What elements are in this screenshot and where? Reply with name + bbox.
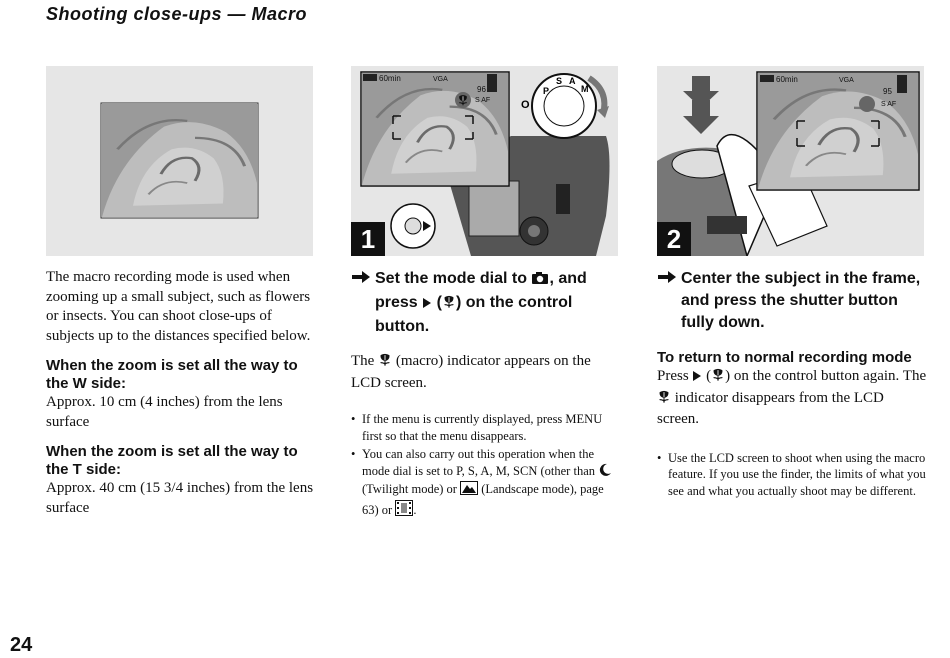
landscape-icon bbox=[460, 481, 478, 500]
list-item: • You can also carry out this operation when the mode dial is set to P, S, A, M, SCN (other than (Twilight mode) or (Landscape mode), page 63) or . bbox=[351, 446, 623, 520]
step1-instruction: Set the mode dial to , and press ( ) on the control button. bbox=[351, 268, 623, 338]
right-arrow-icon bbox=[657, 268, 677, 290]
right-triangle-icon bbox=[692, 369, 702, 389]
movie-icon bbox=[395, 500, 413, 521]
return-text: Press ( ) on the control button again. The indicator disappears from the LCD screen. bbox=[657, 368, 927, 427]
step1-column bbox=[351, 268, 623, 522]
svg-text:S AF: S AF bbox=[881, 101, 897, 108]
step2-illustration bbox=[657, 66, 924, 256]
macro-flower-icon bbox=[378, 352, 392, 374]
rose-photo bbox=[46, 66, 313, 256]
svg-text:95: 95 bbox=[883, 87, 892, 96]
svg-text:VGA: VGA bbox=[433, 76, 448, 83]
step2-bullets bbox=[657, 450, 927, 500]
list-item: • Use the LCD screen to shoot when using the macro feature. If you use the finder, the limits of what you see and what you actually shoot may be different. bbox=[657, 450, 927, 500]
left-column bbox=[46, 268, 318, 518]
svg-text:VGA: VGA bbox=[839, 77, 854, 84]
step2-instruction: Center the subject in the frame, and press the shutter button fully down. bbox=[657, 268, 927, 334]
svg-text:S AF: S AF bbox=[475, 97, 491, 104]
w-side-text: Approx. 10 cm (4 inches) from the lens surface bbox=[46, 394, 283, 430]
step2-column bbox=[657, 268, 927, 501]
right-triangle-icon bbox=[422, 294, 432, 316]
camera-mode-icon bbox=[531, 270, 549, 292]
return-heading: To return to normal recording mode bbox=[657, 349, 912, 366]
macro-flower-icon bbox=[442, 294, 456, 316]
section-title: Shooting close-ups — Macro bbox=[46, 4, 308, 24]
step1-badge: 1 bbox=[351, 222, 385, 256]
t-side-heading: When the zoom is set all the way to the T side: bbox=[46, 443, 298, 478]
svg-text:P: P bbox=[543, 86, 550, 96]
rose-illustration-panel bbox=[46, 66, 313, 256]
macro-flower-icon bbox=[657, 389, 671, 411]
svg-text:M: M bbox=[581, 84, 589, 94]
svg-text:96: 96 bbox=[477, 85, 486, 94]
list-item: • If the menu is currently displayed, press MENU first so that the menu disappears. bbox=[351, 411, 623, 444]
svg-text:A: A bbox=[569, 76, 576, 86]
step2-badge: 2 bbox=[657, 222, 691, 256]
svg-text:60min: 60min bbox=[776, 75, 798, 84]
intro-paragraph: The macro recording mode is used when zooming up a small subject, such as flowers or insects. You can shoot close-ups of subjects up to the distances specified below. bbox=[46, 269, 311, 344]
right-arrow-icon bbox=[351, 268, 371, 290]
svg-text:S: S bbox=[556, 76, 563, 86]
svg-text:60min: 60min bbox=[379, 74, 401, 83]
macro-flower-icon bbox=[711, 367, 725, 389]
page-number: 24 bbox=[10, 634, 33, 656]
twilight-moon-icon bbox=[598, 463, 612, 482]
t-side-text: Approx. 40 cm (15 3/4 inches) from the lens surface bbox=[46, 480, 314, 516]
svg-text:O: O bbox=[521, 99, 530, 111]
w-side-heading: When the zoom is set all the way to the W side: bbox=[46, 357, 298, 392]
step1-note: The (macro) indicator appears on the LCD screen. bbox=[351, 353, 591, 391]
step1-bullets bbox=[351, 411, 623, 520]
step1-illustration bbox=[351, 66, 618, 256]
